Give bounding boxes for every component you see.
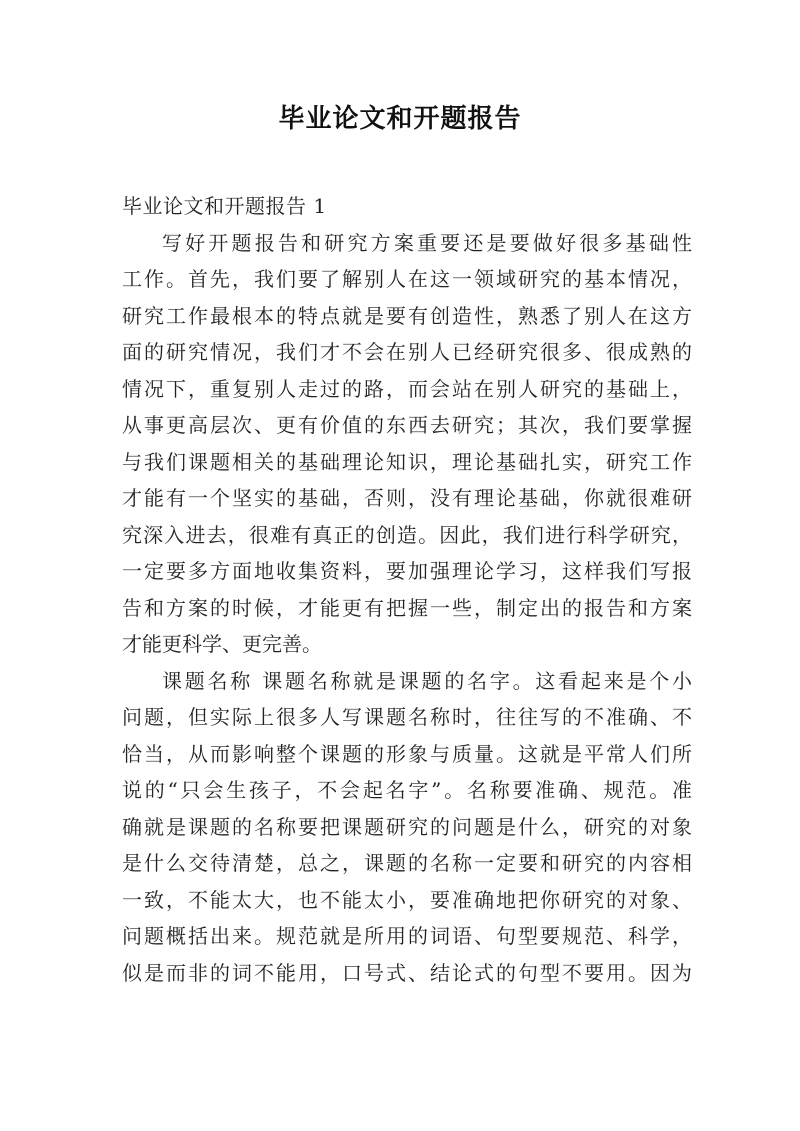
line-text: 与我们课题相关的基础理论知识，理论基础扎实，研究工作 — [122, 449, 692, 474]
line-text: 面的研究情况，我们才不会在别人已经研究很多、很成熟的 — [122, 340, 692, 364]
section-heading — [122, 188, 692, 225]
line-text: 才能有一个坚实的基础，否则，没有理论基础，你就很难研 — [122, 486, 692, 510]
paragraph-line — [122, 371, 692, 408]
paragraph-line — [122, 407, 692, 444]
line-text: 工作。首先，我们要了解别人在这一领域研究的基本情况， — [122, 267, 692, 291]
line-text: 才能更科学、更完善。 — [122, 632, 322, 656]
line-text: 恰当，从而影响整个课题的形象与质量。这就是平常人们所 — [122, 741, 692, 766]
paragraph-line — [122, 809, 692, 846]
line-text: 课题名称 课题名称就是课题的名字。这看起来是个小 — [162, 668, 692, 693]
line-text: 问题，但实际上很多人写课题名称时，往往写的不准确、不 — [122, 705, 692, 729]
line-text: 似是而非的词不能用，口号式、结论式的句型不要用。因为 — [122, 960, 692, 985]
line-text: 一定要多方面地收集资料，要加强理论学习，这样我们写报 — [122, 559, 692, 583]
paragraph-line — [122, 882, 692, 919]
line-text: 究深入进去，很难有真正的创造。因此，我们进行科学研究， — [122, 522, 692, 547]
paragraph-line — [122, 590, 692, 627]
line-text: 情况下，重复别人走过的路，而会站在别人研究的基础上， — [122, 376, 692, 401]
paragraph-line — [122, 955, 692, 992]
line-text: 一致，不能太大，也不能太小，要准确地把你研究的对象、 — [122, 887, 692, 912]
line-text: 研究工作最根本的特点就是要有创造性，熟悉了别人在这方 — [122, 303, 692, 328]
paragraph-line — [122, 772, 692, 809]
paragraph-line — [122, 225, 692, 262]
line-text: 告和方案的时候，才能更有把握一些，制定出的报告和方案 — [122, 595, 692, 620]
document-title: 毕业论文和开题报告 — [278, 104, 522, 134]
paragraph-line — [122, 918, 692, 955]
paragraph-line — [122, 553, 692, 590]
paragraph-line — [122, 845, 692, 882]
line-text: 问题概括出来。规范就是所用的词语、句型要规范、科学， — [122, 924, 692, 948]
line-text: 是什么交待清楚，总之，课题的名称一定要和研究的内容相 — [122, 851, 692, 875]
paragraph-line — [122, 480, 692, 517]
paragraph-line — [122, 663, 692, 700]
paragraph-line — [122, 261, 692, 298]
line-text: 从事更高层次、更有价值的东西去研究；其次，我们要掌握 — [122, 413, 692, 437]
paragraph-line — [122, 517, 692, 554]
document-body — [122, 188, 692, 991]
line-text: 写好开题报告和研究方案重要还是要做好很多基础性 — [162, 230, 692, 255]
paragraph-line — [122, 298, 692, 335]
paragraph-line — [122, 736, 692, 773]
line-text: 毕业论文和开题报告 1 — [122, 194, 327, 218]
line-text: 确就是课题的名称要把课题研究的问题是什么，研究的对象 — [122, 814, 692, 839]
paragraph-line — [122, 626, 692, 663]
paragraph-line — [122, 444, 692, 481]
paragraph-line — [122, 699, 692, 736]
paragraph-line — [122, 334, 692, 371]
line-text: 说的“只会生孩子，不会起名字”。名称要准确、规范。准 — [122, 778, 692, 802]
